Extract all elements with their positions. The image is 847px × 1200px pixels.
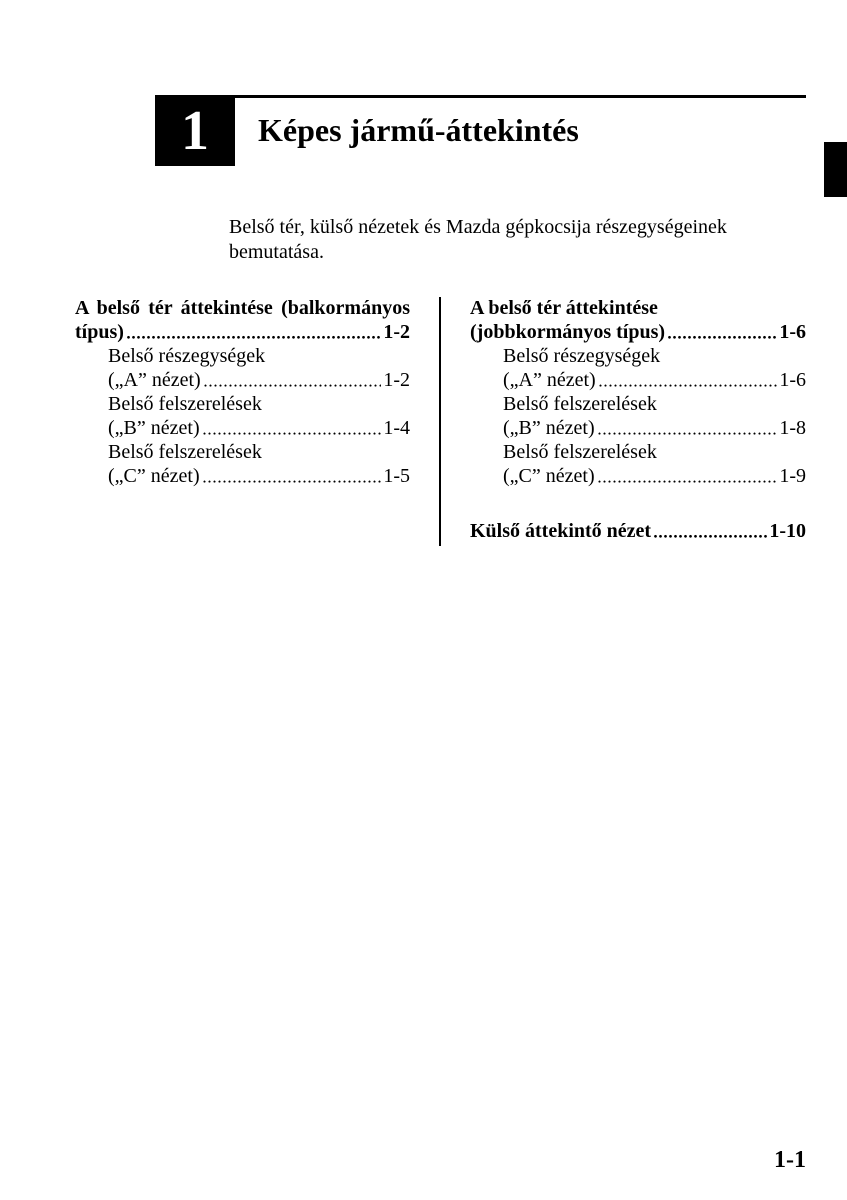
- toc-entry-leader-line: [470, 320, 806, 344]
- toc-entry-title-line: A belső tér áttekintése: [470, 297, 658, 319]
- chapter-intro: Belső tér, külső nézetek és Mazda gépkocsija részegységeinek bemutatása.: [229, 216, 727, 263]
- toc-entry-title-line: Belső felszerelések: [108, 441, 262, 463]
- toc-entry-title-line: Belső felszerelések: [108, 393, 262, 415]
- toc-entry-leader-line: [108, 416, 410, 440]
- dot-leader: [667, 320, 777, 344]
- toc-entry-interior-equipment-view-c: [470, 440, 806, 488]
- toc-entry-leader-line: [503, 416, 806, 440]
- toc-entry-exterior-overview: [470, 519, 806, 543]
- toc-entry-title-line: Belső felszerelések: [503, 441, 657, 463]
- toc-entry-interior-parts-view-a: [470, 344, 806, 392]
- toc-page-ref: 1-2: [383, 321, 410, 343]
- toc-entry-leader-line: [75, 320, 410, 344]
- toc-entry-view-label: („C” nézet): [503, 465, 595, 487]
- toc-entry-interior-parts-view-a: [75, 344, 410, 392]
- toc-entry-title-line: Belső felszerelések: [503, 393, 657, 415]
- chapter-top-rule: [155, 95, 806, 98]
- toc-entry-title-line: (jobbkormányos típus): [470, 321, 666, 343]
- toc-entry-leader-line: [503, 368, 806, 392]
- toc-page-ref: 1-8: [779, 417, 806, 439]
- dot-leader: [202, 464, 382, 488]
- toc-entry-view-label: („B” nézet): [503, 417, 595, 439]
- dot-leader: [202, 416, 382, 440]
- toc-entry-leader-line: [108, 464, 410, 488]
- toc-entry-title-line: Belső részegységek: [503, 345, 661, 367]
- toc-entry-title-line: típus): [75, 321, 124, 343]
- dot-leader: [597, 416, 778, 440]
- toc-page-ref: 1-4: [383, 417, 410, 439]
- toc-entry-view-label: („A” nézet): [108, 369, 201, 391]
- column-divider: [439, 297, 441, 546]
- toc-entry-leader-line: [108, 368, 410, 392]
- toc-entry-title-line: A belső tér áttekintése (balkormányos: [75, 297, 410, 319]
- toc-entry-title-line: Külső áttekintő nézet: [470, 520, 652, 542]
- toc-entry-view-label: („B” nézet): [108, 417, 200, 439]
- toc-page-ref: 1-9: [779, 465, 806, 487]
- dot-leader: [126, 320, 381, 344]
- chapter-side-tab: [824, 142, 847, 197]
- toc-entry-leader-line: [503, 464, 806, 488]
- toc-entry-view-label: („C” nézet): [108, 465, 200, 487]
- toc-page-ref: 1-5: [383, 465, 410, 487]
- toc-entry-interior-overview-rhd: [470, 296, 806, 344]
- toc-page-ref: 1-6: [779, 321, 806, 343]
- dot-leader: [597, 464, 778, 488]
- dot-leader: [598, 368, 778, 392]
- toc-entry-title-line: Belső részegységek: [108, 345, 266, 367]
- chapter-title: Képes jármű-áttekintés: [258, 112, 579, 148]
- chapter-number-box: [155, 96, 235, 166]
- page-number: 1-1: [774, 1147, 806, 1173]
- toc-entry-interior-overview-lhd: [75, 296, 410, 344]
- toc-left-column: [75, 296, 410, 488]
- toc-entry-interior-equipment-view-b: [470, 392, 806, 440]
- chapter-number: 1: [181, 100, 209, 162]
- toc-right-column: [470, 296, 806, 543]
- toc-entry-leader-line: [470, 519, 806, 543]
- toc-page-ref: 1-10: [769, 520, 806, 542]
- toc-entry-interior-equipment-view-c: [75, 440, 410, 488]
- toc-page-ref: 1-6: [779, 369, 806, 391]
- dot-leader: [653, 519, 767, 543]
- dot-leader: [203, 368, 382, 392]
- toc-entry-view-label: („A” nézet): [503, 369, 596, 391]
- toc-entry-interior-equipment-view-b: [75, 392, 410, 440]
- toc-page-ref: 1-2: [383, 369, 410, 391]
